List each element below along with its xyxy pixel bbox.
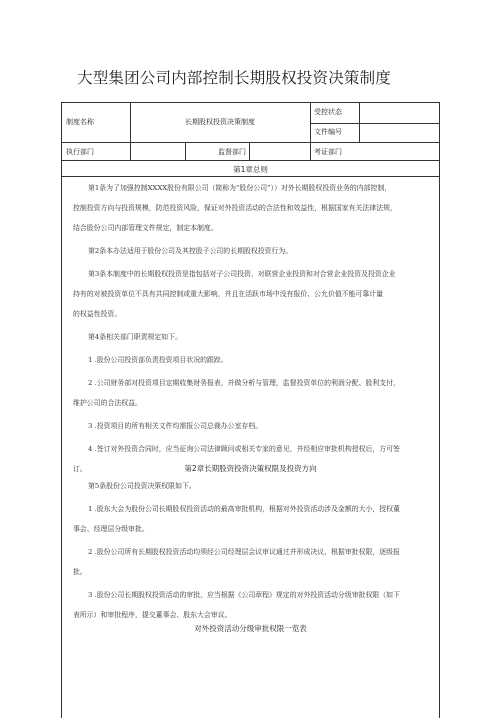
paragraph	[73, 416, 431, 436]
paragraph-line: 2 .公司财务部对投资项目定期收集财务报表，并做分析与管理，监督投资单位的利润分配、股利支付，	[88, 379, 400, 387]
paragraph-line: 结合股份公司内部管理文件规定，制定本制度。	[73, 224, 218, 232]
paragraph	[73, 264, 431, 324]
paragraph-line: 持有的对被投资单位不具有共同控制或重大影响，并且在活跃市场中没有报价、公允价值不能可靠计量	[73, 290, 384, 298]
paragraph-line: 1 .股份公司投资部负责投资项目状况的跟踪。	[88, 356, 228, 364]
paragraph	[73, 476, 431, 496]
value-policy-name: 长期股权投资决策制度	[185, 118, 255, 126]
paragraph-line: 第2条本办法适用于股份公司及其控股子公司的长期股权投资行为。	[88, 247, 293, 255]
label-supervision-dept: 监督部门	[218, 148, 246, 156]
label-document-number: 文件编号	[314, 128, 342, 136]
chapter-2-body	[73, 476, 431, 625]
header-vdivider-1	[130, 102, 131, 160]
paragraph-line: 事会、经理层分级审批。	[73, 525, 149, 533]
paragraph-line: 控制投资方向与投资规模，防范投资风险，保证对外投资活动的合法性和效益性，根据国家有关法律法规，	[73, 204, 397, 212]
paragraph-line: 维护公司的合法权益。	[73, 399, 142, 407]
paragraph-line: 1 .股东大会为股份公司长期股权投资活动的最高审批机构，根据对外投资活动涉及金额的大小，授权董	[88, 505, 400, 513]
paragraph-line: 4 .签订对外投资合同时，应当征询公司法律顾问或相关专家的意见，并经相应审批机构授权后，方可签	[88, 445, 400, 453]
chapter-1-divider	[61, 176, 440, 177]
paragraph	[73, 241, 431, 261]
header-divider-3	[61, 160, 440, 161]
paragraph-line: 的权益性投资。	[73, 310, 122, 318]
header-divider-1	[310, 123, 440, 124]
paragraph	[73, 585, 431, 625]
chapter-2-title: 第2章长期股资投资决策权限及投资方向	[184, 464, 317, 473]
paragraph-line: 表所示）和审批程序，提交董事会、股东大会审议。	[73, 611, 232, 619]
header-vdivider-5	[249, 142, 250, 160]
paragraph-line: 第3条本制度中的长期股权投资是指包括对子公司投资、对联营企业投资和对合营企业投资及投资企业	[88, 270, 396, 278]
paragraph	[73, 327, 431, 347]
label-control-status: 受控状态	[314, 108, 342, 116]
paragraph	[73, 373, 431, 413]
header-vdivider-2	[310, 102, 311, 160]
paragraph-line: 订。	[73, 465, 87, 473]
paragraph-line: 第1条为了加强控制XXXX股份有限公司（简称为“股份公司”））对外长期股权投资业务的内部控制，	[88, 184, 392, 192]
paragraph-line: 第4条相关部门职责规定如下。	[88, 333, 182, 341]
chapter-1-body	[73, 178, 431, 479]
approval-table-caption: 对外投资活动分级审批权限一览表	[194, 624, 307, 633]
label-policy-name: 制度名称	[66, 118, 94, 126]
paragraph-line: 2 .股份公司所有长期股权投资活动均须经公司经理层会议审议通过并形成决议，根据审批权限，逐级报	[88, 548, 400, 556]
header-vdivider-4	[185, 142, 186, 160]
chapter-1-title: 第1章总则	[233, 165, 268, 174]
document-title: 大型集团公司内部控制长期股权投资决策制度	[77, 69, 392, 87]
label-audit-dept: 考证部门	[314, 148, 342, 156]
paragraph	[73, 178, 431, 238]
header-divider-2	[61, 142, 440, 143]
paragraph-line: 批。	[73, 568, 87, 576]
label-execution-dept: 执行部门	[66, 148, 94, 156]
paragraph	[73, 499, 431, 539]
paragraph-line: 3 .投资项目的所有相关文件均需报公司总裁办公室存档。	[88, 422, 263, 430]
paragraph-line: 第5条股份公司投资决策权限如下。	[88, 482, 196, 490]
header-vdivider-3	[359, 102, 360, 142]
paragraph-line: 3 .股份公司长期股权投资活动的审批，应当根据《公司章程》规定的对外投资活动分级审批权限（如下	[88, 591, 400, 599]
paragraph	[73, 350, 431, 370]
paragraph	[73, 542, 431, 582]
